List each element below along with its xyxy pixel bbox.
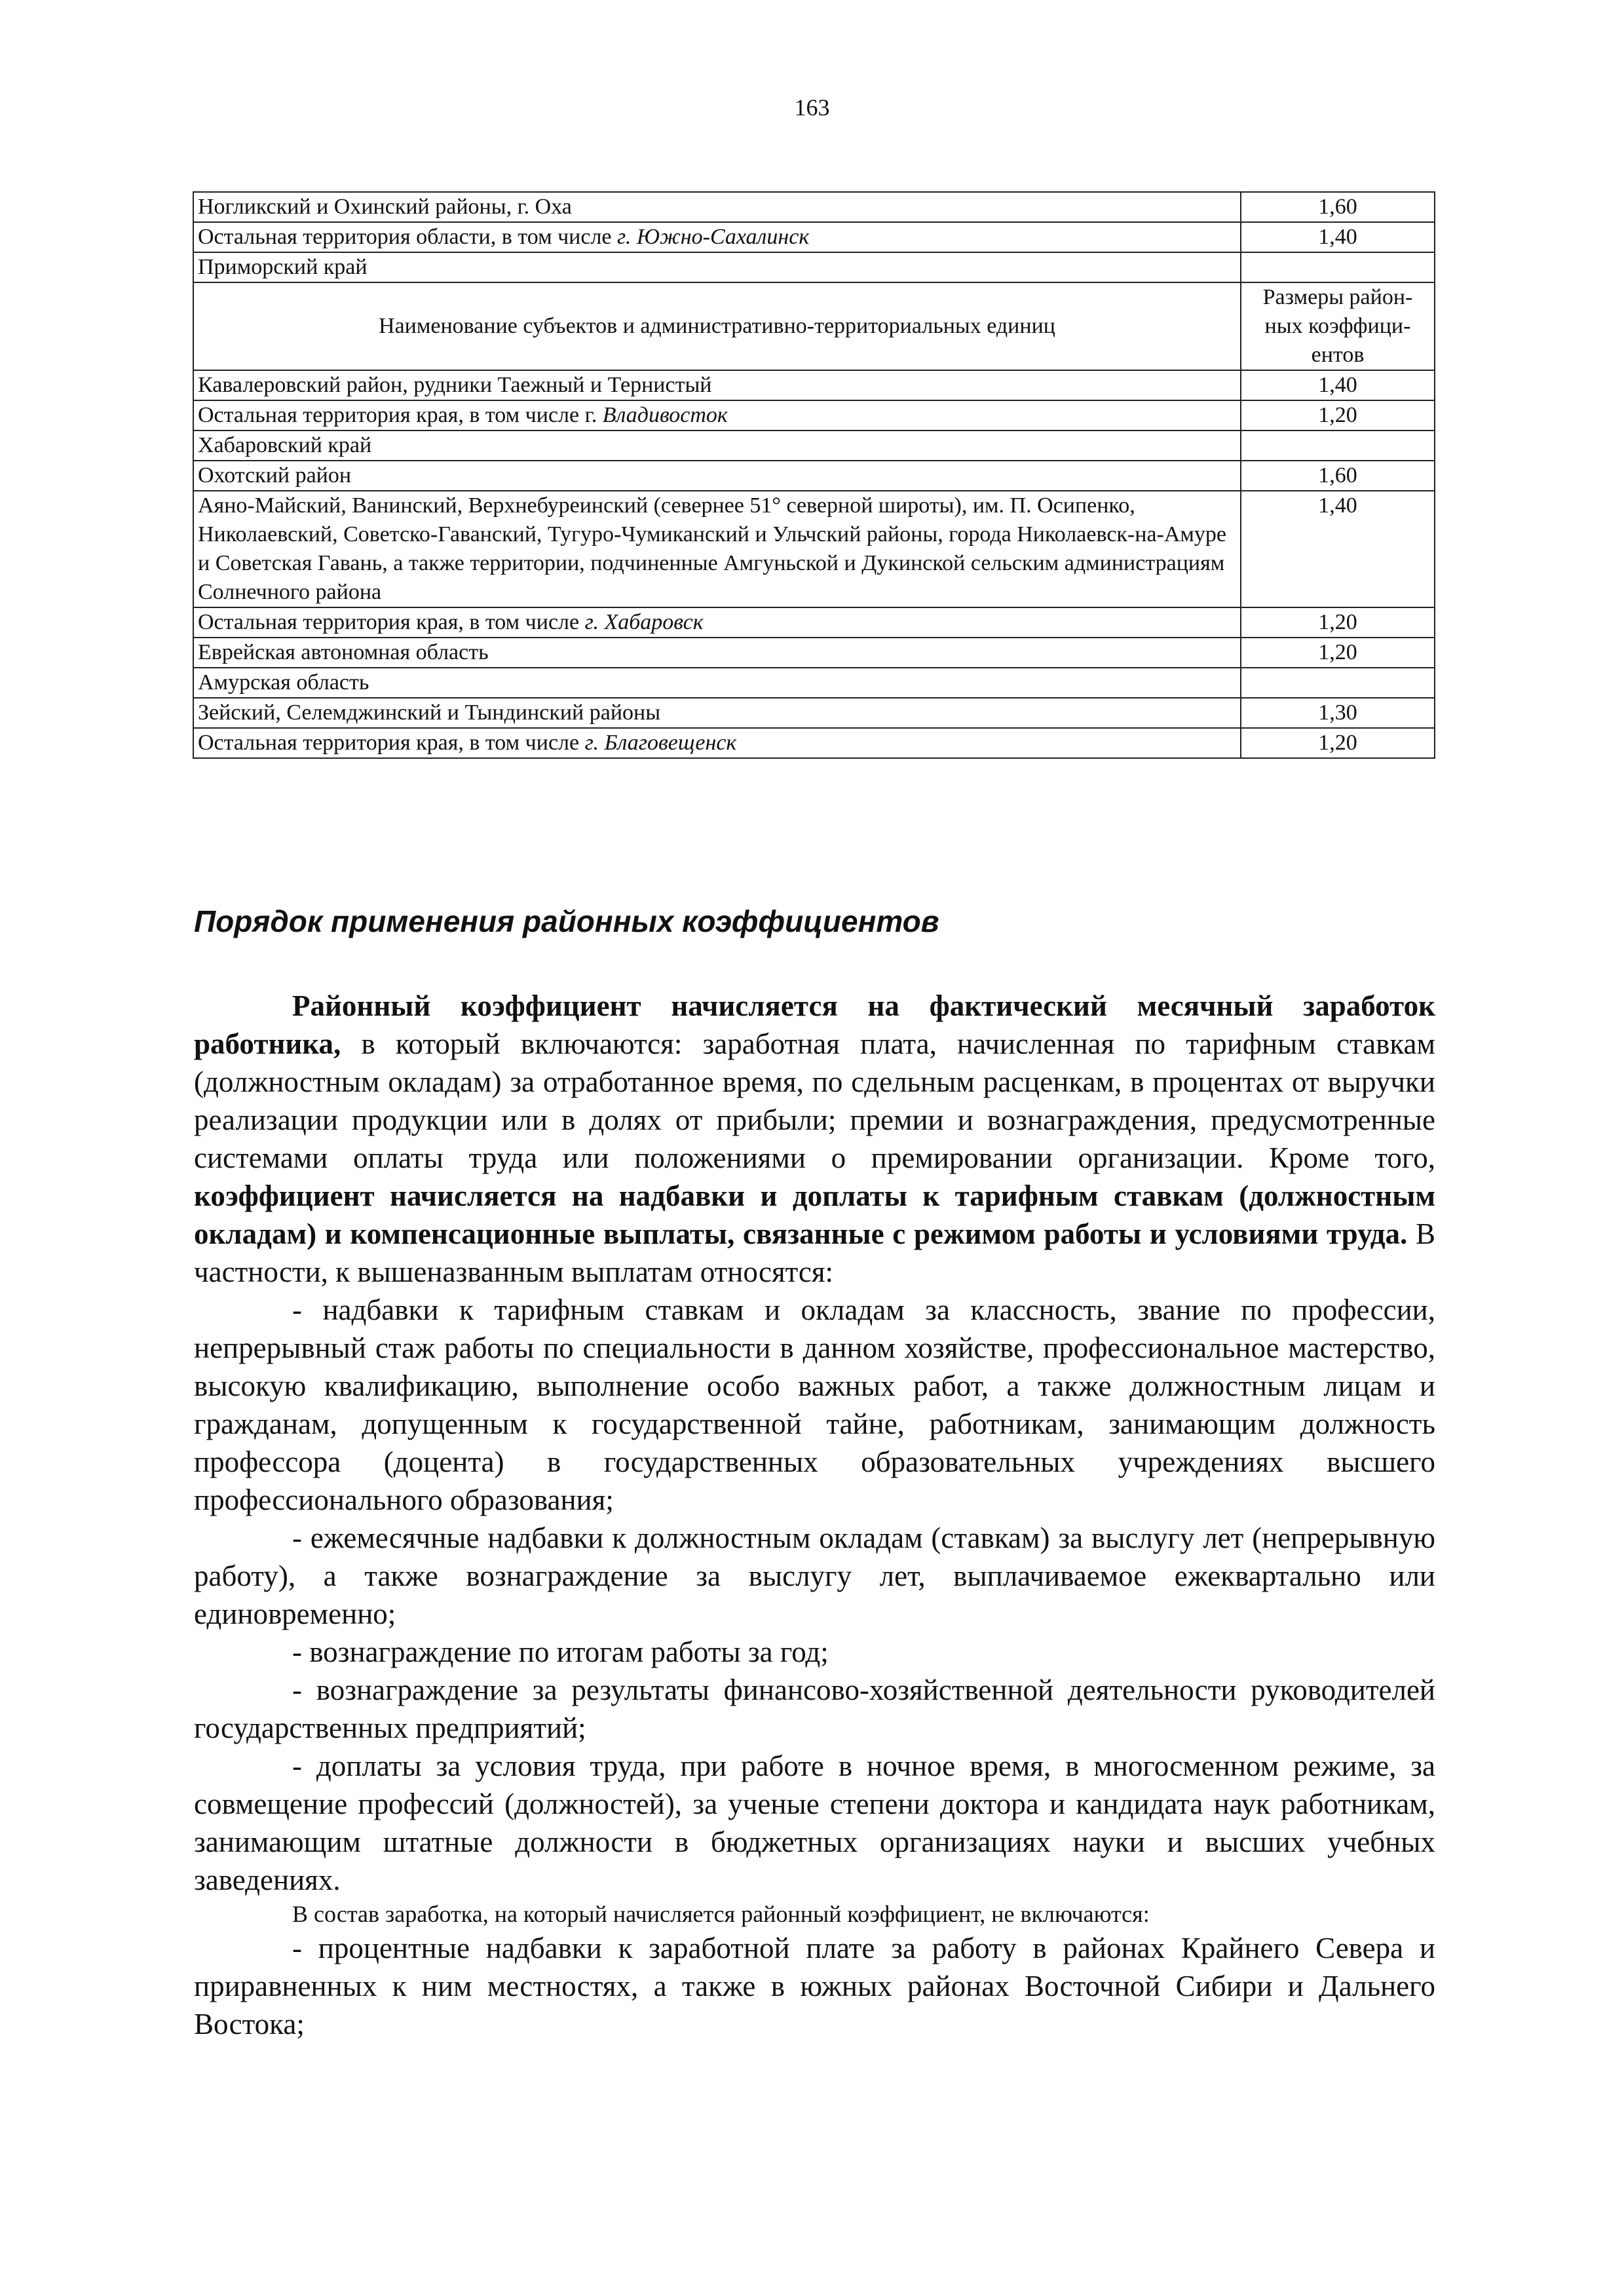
coefficient-cell: 1,40: [1241, 370, 1435, 400]
region-name-cell: Еврейская автономная область: [193, 638, 1241, 668]
list-item: - надбавки к тарифным ставкам и окладам за классность, звание по профессии, непрерывный стаж работы по специальности в данном хозяйстве, профессиональное мастерство, высокую квалификацию, выполнение особо важных работ, а также должностным лицам и гражданам, допущенным к государственной тайне, работникам, занимающим должность профессора (доцента) в государственных образовательных учреждениях высшего профессионального образования;: [194, 1293, 1435, 1516]
body-text: [194, 987, 1435, 2043]
region-name-cell: [193, 607, 1241, 638]
list-item: - ежемесячные надбавки к должностным окладам (ставкам) за выслугу лет (непрерывную работу), а также вознаграждение за выслугу лет, выплачиваемое ежеквартально или единовременно;: [194, 1521, 1435, 1630]
coefficient-cell: [1241, 430, 1435, 461]
section-title: Порядок применения районных коэффициентов: [194, 904, 939, 938]
table-row: [193, 461, 1435, 491]
table-row: [193, 400, 1435, 430]
region-name-text: Остальная территория края, в том числе г.: [198, 403, 603, 427]
coefficient-cell: 1,40: [1241, 222, 1435, 252]
table-row: [193, 728, 1435, 758]
table-row: [193, 607, 1435, 638]
table-row: [193, 252, 1435, 282]
region-name-text: Остальная территория края, в том числе: [198, 610, 585, 634]
coefficient-cell: 1,60: [1241, 192, 1435, 222]
region-name-cell: Аяно-Майский, Ванинский, Верхнебуреинский (севернее 51° северной широты), им. П. Осипенко, Николаевский, Советско-Гаванский, Тугуро-Чумиканский и Ульчский районы, города Николаевск-на-Амуре и Советская Гавань, а также территории, подчиненные Амгуньской и Дукинской сельским администрациям Солнечного района: [193, 491, 1241, 607]
header-line: Размеры район-: [1262, 285, 1413, 309]
region-name-cell: Приморский край: [193, 252, 1241, 282]
coefficient-cell: [1241, 668, 1435, 698]
regional-coefficients-table: [193, 191, 1435, 759]
region-name-cell: Охотский район: [193, 461, 1241, 491]
region-name-cell: [193, 728, 1241, 758]
header-line: ентов: [1311, 343, 1365, 367]
region-name-text: Остальная территория области, в том числе: [198, 225, 618, 249]
list-item: - вознаграждение за результаты финансово-хозяйственной деятельности руководителей государственных предприятий;: [194, 1674, 1435, 1744]
region-name-cell: Хабаровский край: [193, 430, 1241, 461]
coefficient-cell: 1,60: [1241, 461, 1435, 491]
table-row: [193, 638, 1435, 668]
table-row: [193, 222, 1435, 252]
table-row: [193, 491, 1435, 607]
paragraph: [194, 987, 1435, 1291]
list-item: - доплаты за условия труда, при работе в ночное время, в многосменном режиме, за совмещение профессий (должностей), за ученые степени доктора и кандидата наук работникам, занимающим штатные должности в бюджетных организациях науки и высших учебных заведениях.: [194, 1750, 1435, 1896]
region-name-cell: [193, 222, 1241, 252]
list-item: - процентные надбавки к заработной плате за работу в районах Крайнего Севера и приравненных к ним местностях, а также в южных районах Восточной Сибири и Дальнего Востока;: [194, 1932, 1435, 2040]
coefficient-cell: 1,20: [1241, 400, 1435, 430]
table-row: [193, 698, 1435, 728]
city-name-italic: г. Благовещенск: [584, 731, 737, 755]
city-name-italic: г. Южно-Сахалинск: [617, 225, 810, 249]
region-name-cell: Кавалеровский район, рудники Таежный и Тернистый: [193, 370, 1241, 400]
column-header-name: Наименование субъектов и административно-территориальных единиц: [193, 282, 1241, 370]
bold-text: Районный коэффициент начисляется на фактический месячный заработок работника,: [194, 989, 1435, 1060]
coefficient-cell: 1,20: [1241, 607, 1435, 638]
table-header-row: [193, 282, 1435, 370]
text: в который включаются: заработная плата, начисленная по тарифным ставкам (должностным окладам) за отработанное время, по сдельным расценкам, в процентах от выручки реализации продукции или в долях от прибыли; премии и вознаграждения, предусмотренные системами оплаты труда или положениями о премировании организации. Кроме того,: [194, 1027, 1435, 1174]
region-name-cell: [193, 400, 1241, 430]
column-header-value: [1241, 282, 1435, 370]
table-row: [193, 192, 1435, 222]
table-row: [193, 370, 1435, 400]
header-line: ных коэффици-: [1264, 314, 1411, 338]
coefficient-cell: 1,30: [1241, 698, 1435, 728]
region-name-cell: Амурская область: [193, 668, 1241, 698]
coefficient-cell: 1,20: [1241, 638, 1435, 668]
region-name-cell: Ногликский и Охинский районы, г. Оха: [193, 192, 1241, 222]
table-row: [193, 668, 1435, 698]
coefficient-cell: 1,20: [1241, 728, 1435, 758]
page-number: 163: [794, 94, 830, 121]
city-name-italic: г. Хабаровск: [584, 610, 704, 634]
exclusions-intro: В состав заработка, на который начисляется районный коэффициент, не включаются:: [292, 1901, 1150, 1927]
list-item: - вознаграждение по итогам работы за год;: [292, 1636, 829, 1668]
region-name-cell: Зейский, Селемджинский и Тындинский районы: [193, 698, 1241, 728]
city-name-italic: Владивосток: [602, 403, 728, 427]
table-row: [193, 430, 1435, 461]
coefficient-cell: [1241, 252, 1435, 282]
region-name-text: Остальная территория края, в том числе: [198, 731, 585, 755]
bold-text: коэффициент начисляется на надбавки и доплаты к тарифным ставкам (должностным окладам) и компенсационные выплаты, связанные с режимом работы и условиями труда.: [194, 1179, 1435, 1250]
text: В частности, к вышеназванным выплатам относятся:: [194, 1217, 1436, 1288]
coefficient-cell: 1,40: [1241, 491, 1435, 607]
